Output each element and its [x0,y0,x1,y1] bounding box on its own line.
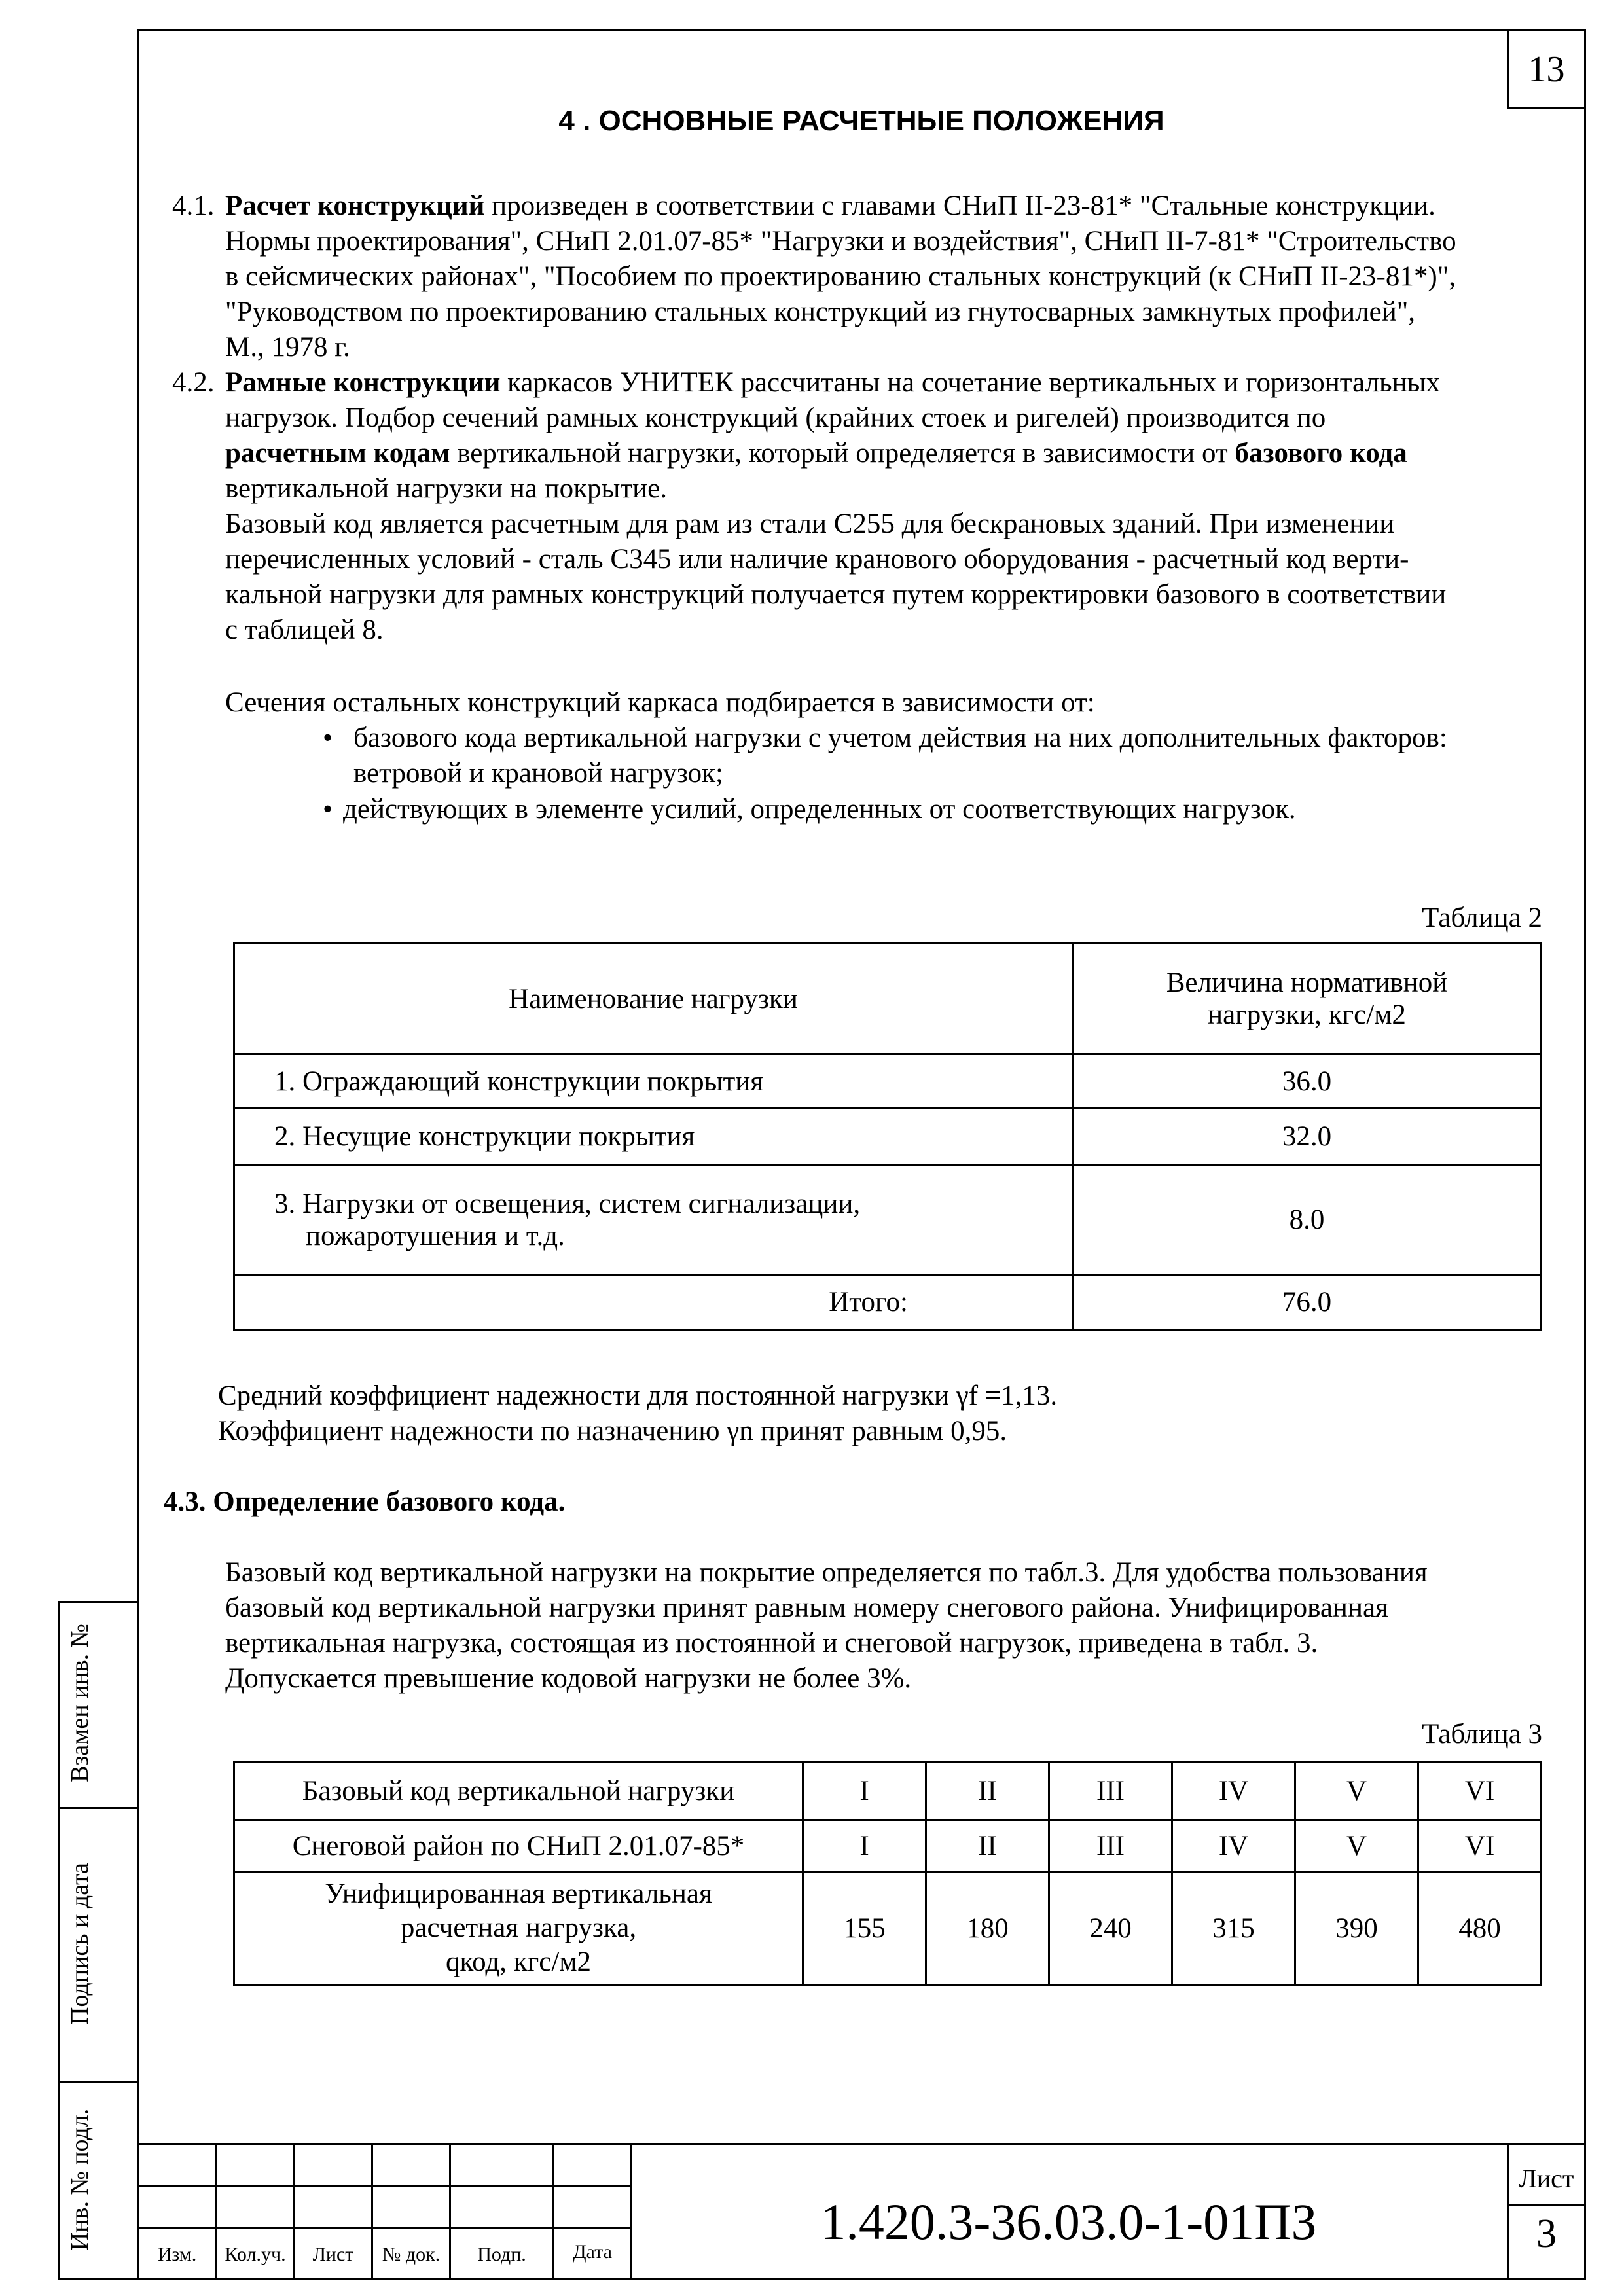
table-row [234,1109,1542,1165]
col-change: Изм. [157,2244,197,2265]
s42-line-5: Базовый код является расчетным для рам из стали С255 для бескрановых зданий. При изменении [225,509,1395,539]
table-2 [233,942,1542,1331]
sheet-label: Лист [1519,2164,1574,2193]
stamp-replace-inv: Взамен инв. № [66,1624,94,1782]
s43-line-1: Базовый код вертикальной нагрузки на покрытие определяется по табл.3. Для удобства пользования [225,1557,1428,1588]
s42-line-2: нагрузок. Подбор сечений рамных конструкций (крайних стоек и ригелей) производится по [225,403,1326,433]
s42-line-6: перечисленных условий - сталь С345 или наличие кранового оборудования - расчетный код верти- [225,544,1409,575]
divider [1507,2204,1586,2206]
header-value-1: Величина нормативной [1166,967,1448,998]
total-label: Итого: [234,1275,1073,1330]
total-value: 76.0 [1073,1275,1542,1330]
divider [58,1807,137,1809]
row-label [234,1872,803,1985]
s42-line-4: вертикальной нагрузки на покрытие. [225,473,668,504]
bullet-1-line-1: базового кода вертикальной нагрузки с учетом действия на них дополнительных факторов: [353,723,1447,753]
s42-line-9: Сечения остальных конструкций каркаса подбирается в зависимости от: [225,687,1095,718]
cell: VI [1418,1763,1542,1820]
cell: V [1295,1820,1418,1872]
divider [58,1601,137,1603]
table-row [234,1165,1542,1275]
bullet-2: действующих в элементе усилий, определенных от соответствующих нагрузок. [343,794,1296,825]
s42-bold: Рамные конструкции [225,367,501,398]
col-signature: Подп. [477,2244,526,2265]
col-qty: Кол.уч. [225,2244,286,2265]
divider [137,2143,1586,2145]
table-row [234,1820,1542,1872]
stamp-sign-date: Подпись и дата [66,1862,94,2026]
cell: 180 [926,1872,1049,1985]
coef-gamma-f: Средний коэффициент надежности для постоянной нагрузки γf =1,13. [218,1380,1058,1411]
cell: I [803,1820,926,1872]
cell: II [926,1820,1049,1872]
section-title: 4 . ОСНОВНЫЕ РАСЧЕТНЫЕ ПОЛОЖЕНИЯ [558,105,1164,137]
cell: 315 [1172,1872,1295,1985]
row-name-2: пожаротушения и т.д. [306,1220,565,1251]
s41-line-1 [225,188,1435,224]
s41-line-5: М., 1978 г. [225,332,350,363]
s42-bold-1: расчетным кодам [225,438,450,469]
bullet-icon: • [323,794,333,825]
s43-line-2: базовый код вертикальной нагрузки принят равным номеру снегового района. Унифицированная [225,1592,1388,1623]
cell: 155 [803,1872,926,1985]
sheet-number: 3 [1536,2212,1557,2256]
row-label: Базовый код вертикальной нагрузки [234,1763,803,1820]
s42-bold-2: базового кода [1235,438,1407,469]
row-label: Снеговой район по СНиП 2.01.07-85* [234,1820,803,1872]
table-total-row [234,1275,1542,1330]
bullet-1-line-2: ветровой и крановой нагрузок; [353,758,723,789]
row-label-3: qкод, кгс/м2 [445,1946,592,1977]
cell: IV [1172,1763,1295,1820]
cell: III [1049,1820,1172,1872]
cell: VI [1418,1820,1542,1872]
stamp-inv-original: Инв. № подл. [66,2108,94,2251]
s42-line-7: кальной нагрузки для рамных конструкций получается путем корректировки базового в соответствии [225,579,1447,610]
document-code: 1.420.3-36.03.0-1-01ПЗ [820,2193,1317,2250]
row-name: 2. Несущие конструкции покрытия [234,1109,1073,1165]
row-value: 36.0 [1073,1054,1542,1109]
s41-line-3: в сейсмических районах", "Пособием по проектированию стальных конструкций (к СНиП II-23-81*)", [225,261,1456,292]
header-value [1073,944,1542,1054]
row-value: 8.0 [1073,1165,1542,1275]
s41-number: 4.1. [172,190,215,221]
col-sheet: Лист [312,2244,354,2265]
s41-line-4: "Руководством по проектированию стальных конструкций из гнутосварных замкнутых профилей", [225,296,1416,327]
divider [137,2227,630,2229]
s42-number: 4.2. [172,367,215,398]
table-header [234,944,1542,1054]
s42-text-mid: вертикальной нагрузки, который определяется в зависимости от [450,438,1235,469]
cell: IV [1172,1820,1295,1872]
table-row [234,1872,1542,1985]
cell: I [803,1763,926,1820]
row-value: 32.0 [1073,1109,1542,1165]
divider [58,1601,60,2280]
cell: V [1295,1763,1418,1820]
row-name-1: 3. Нагрузки от освещения, систем сигнализации, [274,1188,861,1219]
col-date: Дата [573,2241,612,2263]
col-doc-no: № док. [382,2244,441,2265]
s42-text: каркасов УНИТЕК рассчитаны на сочетание вертикальных и горизонтальных [500,367,1440,398]
row-label-2: расчетная нагрузка, [400,1912,637,1943]
table3-caption: Таблица 3 [1422,1719,1542,1749]
s43-line-3: вертикальная нагрузка, состоящая из постоянной и снеговой нагрузок, приведена в табл. 3. [225,1628,1318,1659]
table2-caption: Таблица 2 [1422,903,1542,933]
s41-bold: Расчет конструкций [225,190,485,221]
divider [58,2278,137,2280]
header-value-2: нагрузки, кгс/м2 [1208,999,1406,1030]
table-3 [233,1761,1542,1986]
header-name: Наименование нагрузки [234,944,1073,1054]
table-row [234,1054,1542,1109]
row-label-1: Унифицированная вертикальная [325,1878,712,1909]
s42-line-3 [225,436,1407,471]
s41-line-2: Нормы проектирования", СНиП 2.01.07-85* "Нагрузки и воздействия", СНиП II-7-81* "Строительство [225,226,1456,257]
s43-heading: 4.3. Определение базового кода. [164,1486,566,1517]
row-name: 1. Ограждающий конструкции покрытия [234,1054,1073,1109]
table-row [234,1763,1542,1820]
cell: 480 [1418,1872,1542,1985]
cell: 390 [1295,1872,1418,1985]
page-number: 13 [1507,29,1586,109]
bullet-icon: • [323,723,333,753]
cell: II [926,1763,1049,1820]
cell: III [1049,1763,1172,1820]
divider [137,2185,630,2187]
coef-gamma-n: Коэффициент надежности по назначению γn принят равным 0,95. [218,1416,1007,1446]
s42-line-8: с таблицей 8. [225,615,384,645]
cell: 240 [1049,1872,1172,1985]
s41-text: произведен в соответствии с главами СНиП II-23-81* "Стальные конструкции. [484,190,1435,221]
row-name [234,1165,1073,1275]
s43-line-4: Допускается превышение кодовой нагрузки не более 3%. [225,1663,912,1694]
s42-line-1 [225,365,1440,401]
